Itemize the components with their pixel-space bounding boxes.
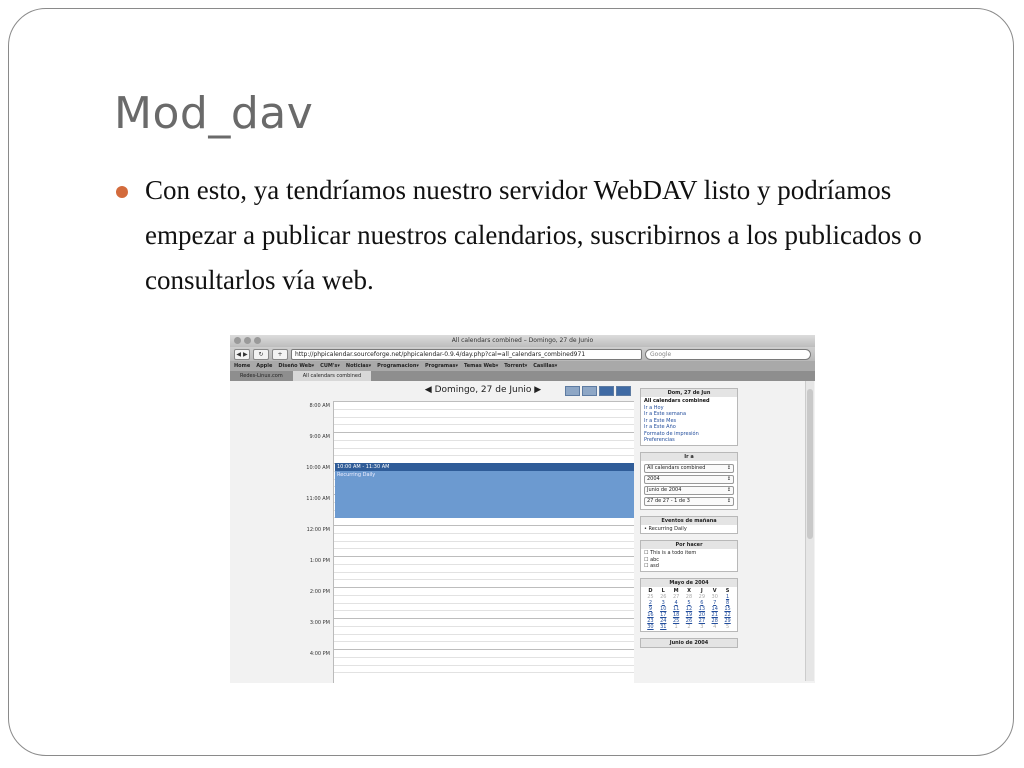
bookmark-item[interactable]: Programacion▾ — [377, 363, 419, 369]
todo-item[interactable]: ☐ asd — [644, 563, 659, 569]
grid-line — [334, 424, 634, 425]
grid-line — [334, 665, 634, 666]
grid-line — [334, 595, 634, 596]
day-cell[interactable]: 8 — [725, 599, 730, 606]
sidebar-link[interactable]: Ir a Este Mes — [644, 417, 677, 424]
goto-box — [640, 452, 738, 510]
grid-line — [334, 572, 634, 573]
sidebar — [640, 388, 738, 654]
grid-line — [334, 564, 634, 565]
day-cell: 25 — [647, 593, 654, 600]
grid-line — [334, 649, 634, 650]
time-label: 11:00 AM — [306, 496, 330, 502]
day-cell: 29 — [698, 593, 706, 600]
goto-select[interactable]: Junio de 2004 ↕ — [644, 486, 734, 495]
time-label: 1:00 PM — [309, 558, 330, 564]
month-view-icon[interactable] — [599, 386, 614, 396]
weekday-header: L — [661, 587, 665, 594]
day-cell[interactable]: 12 — [685, 605, 693, 612]
day-cell: 3 — [700, 623, 704, 630]
grid-line — [334, 579, 634, 580]
day-cell[interactable]: 23 — [647, 617, 654, 624]
bookmark-item[interactable]: Programas▾ — [424, 363, 458, 369]
weekday-header: X — [687, 587, 691, 594]
tab-bar — [230, 371, 815, 381]
day-view-icon[interactable] — [565, 386, 580, 396]
day-cell[interactable]: 17 — [660, 611, 667, 618]
goto-select[interactable]: All calendars combined ↕ — [644, 464, 734, 473]
weekday-header: J — [700, 587, 703, 594]
day-cell[interactable]: 31 — [660, 623, 667, 630]
bookmark-item[interactable]: Torrent▾ — [504, 363, 528, 369]
view-switcher[interactable] — [565, 386, 631, 396]
day-cell[interactable]: 14 — [711, 605, 718, 612]
grid-line — [334, 672, 634, 673]
time-label: 10:00 AM — [306, 465, 330, 471]
bookmark-item[interactable]: Casillas▾ — [533, 363, 558, 369]
tomorrow-box-title: Eventos de mañana — [641, 517, 737, 525]
grid-line — [334, 603, 634, 604]
tab-all-calendars[interactable]: All calendars combined — [293, 371, 371, 381]
grid-line — [334, 641, 634, 642]
day-cell: 2 — [687, 623, 691, 630]
calendar-page — [230, 381, 815, 683]
day-cell[interactable]: 25 — [672, 617, 680, 624]
slide-title: Mod_dav — [114, 88, 314, 139]
day-cell[interactable]: 28 — [711, 617, 718, 624]
day-cell: 26 — [660, 593, 667, 600]
next-month-box — [640, 638, 738, 648]
event-time: 10:00 AM - 11:30 AM — [337, 464, 390, 470]
weekday-header: D — [648, 587, 653, 594]
slide-body-text: Con esto, ya tendríamos nuestro servidor WebDAV listo y podríamos empezar a publicar nuestros calendarios, suscribirnos a los publicados o consultarlos vía web. — [145, 175, 922, 295]
grid-line — [334, 556, 634, 557]
tomorrow-box — [640, 516, 738, 535]
grid-line — [334, 587, 634, 588]
weekday-header: S — [725, 587, 730, 594]
grid-line — [334, 634, 634, 635]
day-cell: 28 — [685, 593, 693, 600]
goto-select[interactable]: 27 de 27 - 1 de 3 ↕ — [644, 497, 734, 506]
grid-line — [334, 657, 634, 658]
sidebar-link[interactable]: Formato de impresión — [644, 430, 699, 437]
day-cell[interactable]: 24 — [660, 617, 667, 624]
grid-line — [334, 417, 634, 418]
day-cell[interactable]: 21 — [711, 611, 718, 618]
day-cell: 27 — [672, 593, 680, 600]
day-cell[interactable]: 19 — [685, 611, 693, 618]
year-view-icon[interactable] — [616, 386, 631, 396]
bookmarks-bar — [230, 361, 815, 371]
bookmark-item[interactable]: CUM's▾ — [320, 363, 340, 369]
sidebar-link[interactable]: Ir a Este semana — [644, 411, 687, 417]
day-header[interactable]: ◀ Domingo, 27 de Junio ▶ — [424, 385, 542, 395]
calendar-event[interactable] — [335, 463, 634, 518]
goto-select[interactable]: 2004 ↕ — [644, 475, 734, 484]
bookmark-item[interactable]: Noticias▾ — [345, 363, 372, 369]
grid-line — [334, 541, 634, 542]
day-cell[interactable]: 13 — [698, 605, 706, 612]
grid-line — [334, 432, 634, 433]
month-box-title: Mayo de 2004 — [641, 579, 737, 587]
browser-toolbar — [230, 347, 815, 361]
bookmark-item[interactable]: Home — [234, 363, 251, 369]
grid-line — [334, 440, 634, 441]
todo-box-title: Por hacer — [641, 541, 737, 549]
tomorrow-event[interactable]: • Recurring Daily — [644, 525, 687, 532]
goto-box-title: Ir a — [641, 453, 737, 461]
day-cell[interactable]: 30 — [647, 623, 654, 630]
sidebar-link[interactable]: Preferencias — [644, 437, 675, 443]
url-field[interactable]: http://phpicalendar.sourceforge.net/phpicalendar-0.9.4/day.php?cal=all_calendars_combined971 — [291, 349, 642, 360]
grid-line — [334, 409, 634, 410]
grid-line — [334, 448, 634, 449]
weekday-header: V — [712, 587, 717, 594]
time-label: 9:00 AM — [309, 434, 330, 440]
day-cell[interactable]: 2 — [648, 599, 653, 606]
day-cell[interactable]: 5 — [687, 599, 691, 606]
time-label: 3:00 PM — [309, 620, 330, 626]
calendar-name: All calendars combined — [644, 398, 710, 404]
day-cell[interactable]: 18 — [672, 611, 680, 618]
next-month-title: Junio de 2004 — [641, 639, 737, 647]
sidebar-link[interactable]: Ir a Hoy — [644, 404, 664, 411]
grid-line — [334, 626, 634, 627]
time-label: 4:00 PM — [309, 651, 330, 657]
grid-line — [334, 401, 634, 402]
day-cell: 4 — [713, 623, 717, 630]
day-cell[interactable]: 6 — [700, 599, 704, 606]
browser-screenshot — [230, 335, 815, 683]
time-label: 2:00 PM — [309, 589, 330, 595]
day-cell[interactable]: 9 — [648, 605, 653, 612]
day-cell[interactable]: 3 — [661, 599, 665, 606]
day-cell[interactable]: 16 — [647, 611, 654, 618]
time-label: 12:00 PM — [306, 527, 330, 533]
event-name: Recurring Daily — [337, 472, 376, 478]
bookmark-item[interactable]: Temas Web▾ — [464, 363, 499, 369]
window-titlebar — [230, 335, 815, 347]
day-cell: 1 — [674, 623, 678, 630]
grid-line — [334, 618, 634, 619]
window-title: All calendars combined – Domingo, 27 de Junio — [451, 337, 594, 344]
day-cell[interactable]: 7 — [713, 599, 717, 606]
grid-line — [334, 548, 634, 549]
add-bookmark-button[interactable]: + — [272, 349, 288, 360]
day-cell[interactable]: 22 — [724, 611, 731, 618]
day-cell[interactable]: 4 — [674, 599, 678, 606]
scrollbar[interactable] — [805, 381, 814, 681]
mini-calendar — [644, 588, 734, 630]
todo-box — [640, 540, 738, 572]
day-cell[interactable]: 20 — [698, 611, 706, 618]
bullet-icon — [116, 186, 128, 198]
sidebar-link[interactable]: Ir a Este Año — [644, 424, 676, 430]
day-cell: 5 — [725, 623, 730, 630]
day-cell[interactable]: 11 — [672, 605, 680, 612]
bookmark-item[interactable]: Apple — [256, 363, 273, 369]
day-cell[interactable]: 27 — [698, 617, 706, 624]
tab-redes-linux[interactable]: Redes-Linux.com — [240, 373, 283, 379]
search-input[interactable]: Google — [645, 349, 811, 360]
back-forward-button[interactable]: ◀ ▶ — [234, 349, 250, 360]
day-cell[interactable]: 29 — [724, 617, 731, 624]
day-cell[interactable]: 1 — [725, 593, 730, 600]
date-box — [640, 388, 738, 446]
grid-line — [334, 533, 634, 534]
time-label: 8:00 AM — [309, 403, 330, 409]
week-view-icon[interactable] — [582, 386, 597, 396]
day-grid[interactable] — [333, 401, 634, 683]
date-box-title: Dom, 27 de Jun — [641, 389, 737, 397]
time-column — [290, 401, 332, 683]
todo-item[interactable]: ☐ abc — [644, 556, 660, 563]
day-cell[interactable]: 10 — [660, 605, 667, 612]
reload-icon[interactable]: ↻ — [253, 349, 269, 360]
bookmark-item[interactable]: Diseño Web▾ — [278, 363, 315, 369]
grid-line — [334, 455, 634, 456]
scrollbar-thumb[interactable] — [807, 389, 813, 539]
month-box — [640, 578, 738, 632]
todo-item[interactable]: ☐ This is a todo item — [644, 550, 697, 556]
day-cell[interactable]: 26 — [685, 617, 693, 624]
day-cell: 30 — [711, 593, 718, 600]
grid-line — [334, 525, 634, 526]
grid-line — [334, 610, 634, 611]
weekday-header: M — [673, 587, 679, 594]
day-cell[interactable]: 15 — [724, 605, 731, 612]
